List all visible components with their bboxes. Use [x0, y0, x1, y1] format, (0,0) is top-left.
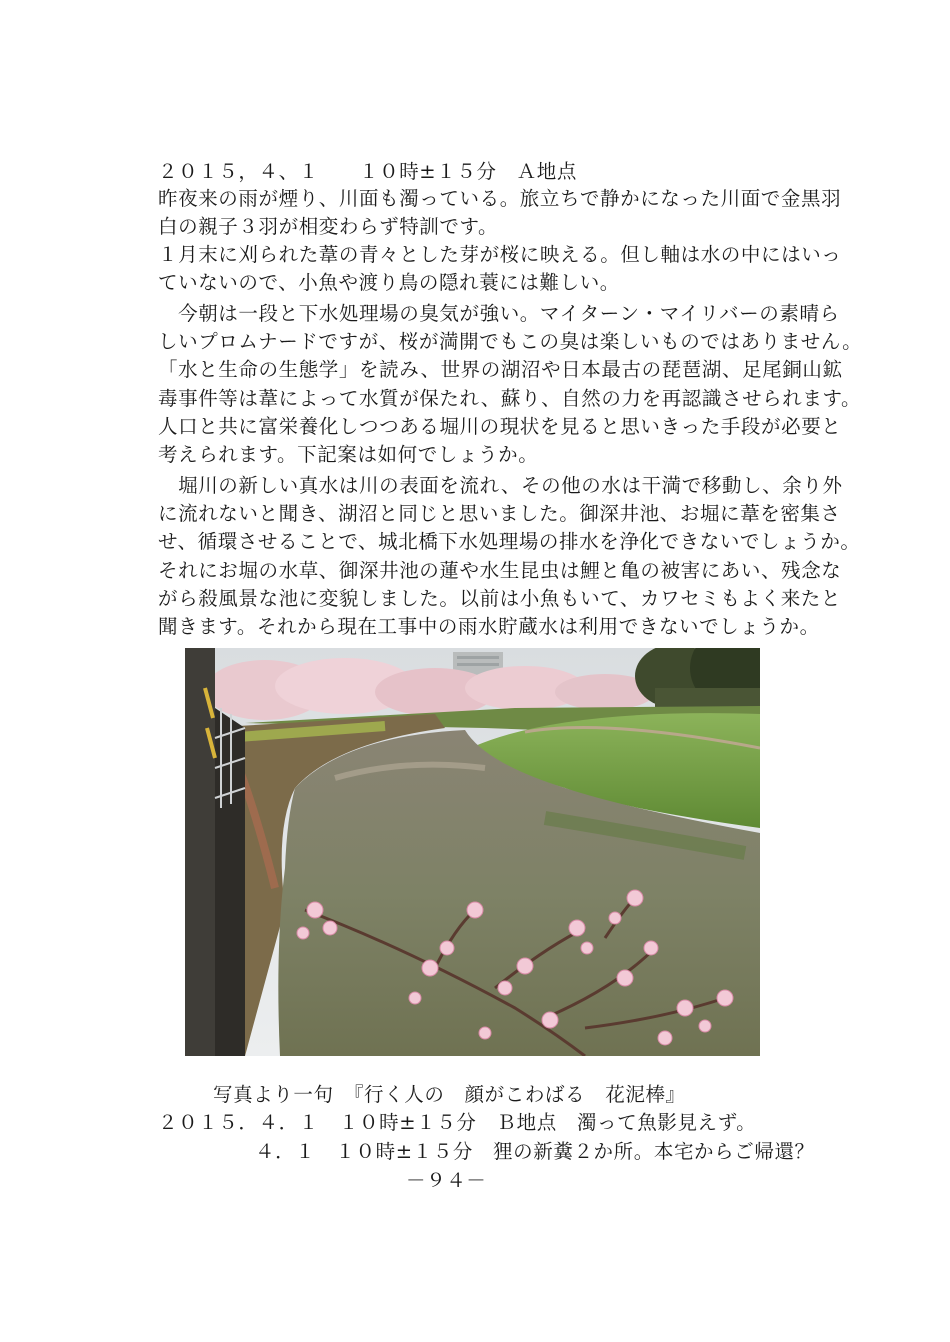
paragraph-line: しいプロムナードですが、桜が満開でもこの臭は楽しいものではありません。 [158, 330, 863, 353]
paragraph-line: に流れないと聞き、湖沼と同じと思いました。御深井池、お堀に葦を密集さ [158, 502, 841, 525]
paragraph-line: 「水と生命の生態学」を読み、世界の湖沼や日本最古の琵琶湖、足尾銅山鉱 [158, 358, 843, 381]
entry-c: ４．１ １０時±１５分 狸の新糞２か所。本宅からご帰還？ [255, 1140, 815, 1163]
paragraph-line: それにお堀の水草、御深井池の蓮や水生昆虫は鯉と亀の被害にあい、残念な [158, 559, 842, 582]
paragraph-line: 昨夜来の雨が煙り、川面も濁っている。旅立ちで静かになった川面で金黒羽 [158, 187, 842, 210]
paragraph-line: 白の親子３羽が相変わらず特訓です。 [158, 215, 499, 238]
paragraph-line: せ、循環させることで、城北橋下水処理場の排水を浄化できないでしょうか。 [158, 530, 861, 553]
paragraph-line: 今朝は一段と下水処理場の臭気が強い。マイターン・マイリバーの素晴ら [158, 302, 840, 325]
page-number: －９４－ [406, 1169, 487, 1192]
paragraph-line: 考えられます。下記案は如何でしょうか。 [158, 443, 539, 466]
entry-b: ２０１５．４．１ １０時±１５分 Ｂ地点 濁って魚影見えず。 [158, 1111, 757, 1134]
river-cherry-blossom-photo [185, 648, 760, 1056]
paragraph-line: 堀川の新しい真水は川の表面を流れ、その他の水は干満で移動し、余り外 [158, 474, 843, 497]
entry-a-heading: ２０１５，４、１ １０時±１５分 Ａ地点 [158, 160, 577, 183]
paragraph-line: 聞きます。それから現在工事中の雨水貯蔵水は利用できないでしょうか。 [158, 615, 820, 638]
haiku-caption: 写真より一句 『行く人の 顔がこわばる 花泥棒』 [213, 1083, 686, 1106]
paragraph-line: １月末に刈られた葦の青々とした芽が桜に映える。但し軸は水の中にはいっ [158, 243, 842, 266]
paragraph-line: がら殺風景な池に変貌しました。以前は小魚もいて、カワセミもよく来たと [158, 587, 842, 610]
paragraph-line: ていないので、小魚や渡り鳥の隠れ蓑には難しい。 [158, 271, 620, 294]
paragraph-line: 人口と共に富栄養化しつつある堀川の現状を見ると思いきった手段が必要と [158, 415, 842, 438]
paragraph-line: 毒事件等は葦によって水質が保たれ、蘇り、自然の力を再認識させられます。 [158, 387, 862, 410]
